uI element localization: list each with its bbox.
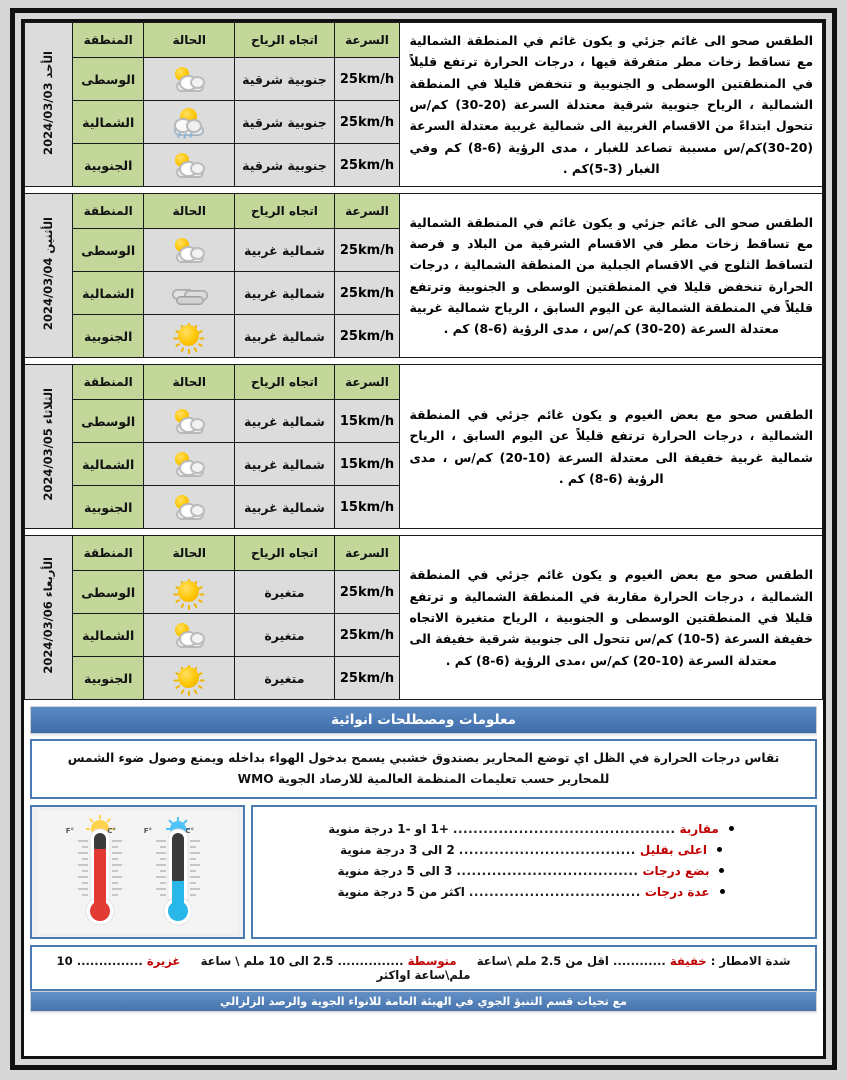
rain-heavy-value: 10 ملم\ساعة اواكثر	[56, 953, 471, 982]
weather-icon-sun-rain-cloud	[166, 106, 212, 138]
rain-medium-dots: ...............	[337, 953, 404, 968]
rain-light-value: اقل من 2.5 ملم \ساعة	[476, 953, 609, 968]
bullet-icon	[729, 826, 734, 831]
bullet-icon	[719, 868, 724, 873]
col-header-direction: اتجاه الرياح	[235, 536, 334, 571]
cell-zone: الشمالية	[73, 101, 144, 144]
cell-zone: الجنوبية	[73, 486, 144, 529]
thermometer-illustration	[30, 805, 245, 939]
cell-zone: الجنوبية	[73, 144, 144, 187]
cell-weather-state	[144, 657, 235, 700]
term-line	[261, 885, 801, 899]
day-block-header-row	[25, 536, 823, 571]
day-block-header-row	[25, 23, 823, 58]
cell-zone: الشمالية	[73, 614, 144, 657]
svg-text:°C: °C	[106, 826, 116, 835]
cell-wind-direction: شمالية غربية	[235, 443, 334, 486]
cell-wind-direction: متغيرة	[235, 571, 334, 614]
col-header-state: الحالة	[144, 194, 235, 229]
cell-wind-direction: شمالية غربية	[235, 272, 334, 315]
term-value: 3 الى 5 درجة منوية	[337, 863, 453, 878]
day-description: الطقس صحو الى غائم جزئي و يكون غائم في المنطقة الشمالية مع تساقط زخات مطر متفرقة فيها ، درجات الحرارة ترتفع قليلاً في المنطقتين الوسطى و الجنوبية و تنخفض قليلا في المنطقة الشمالية ، الرياح جنوبية شرقية معتدلة السرعة (20-30) كم/س تتحول ابتداءً من الاقسام الغربية الى شمالية غربية معتدلة السرعة (20-30)كم/س مسببة تصاعد للغبار ، مدى الرؤية (6-8) كم وفي الغبار (3-5)كم .	[400, 23, 823, 187]
term-dots: ....................................	[456, 863, 639, 878]
cell-weather-state	[144, 400, 235, 443]
rain-heavy-name: غزيرة	[146, 953, 181, 968]
day-description: الطقس صحو الى غائم جزئي و يكون غائم في المنطقة الشمالية مع تساقط زخات مطر في الاقسام الشرقية من البلاد و فرصة لتساقط الثلوج في الاقسام الجبلية من المنطقة الشمالية ، درجات الحرارة تنخفض قليلا في المنطقتين الوسطى و الجنوبية وترتفع قليلاً في المنطقة الشمالية عن اليوم السابق ، الرياح شمالية غربية معتدلة السرعة (20-30) كم/س ، مدى الرؤية (6-8) كم .	[400, 194, 823, 358]
cell-wind-speed: 25km/h	[334, 229, 400, 272]
cell-wind-speed: 25km/h	[334, 571, 400, 614]
cell-wind-direction: جنوبية شرقية	[235, 101, 334, 144]
bullet-icon	[717, 847, 722, 852]
col-header-speed: السرعة	[334, 536, 400, 571]
day-date-label: الثلاثاء 2024/03/05	[41, 388, 56, 502]
svg-text:°C: °C	[184, 826, 194, 835]
rain-light-name: خفيفة	[669, 953, 707, 968]
cell-wind-speed: 15km/h	[334, 400, 400, 443]
cell-weather-state	[144, 486, 235, 529]
day-date-cell	[25, 194, 73, 358]
weather-icon-partly-cloudy	[166, 448, 212, 480]
col-header-state: الحالة	[144, 536, 235, 571]
info-section	[24, 700, 823, 1011]
term-dots: ..................................	[468, 884, 641, 899]
cell-weather-state	[144, 571, 235, 614]
col-header-zone: المنطقة	[73, 23, 144, 58]
col-header-direction: اتجاه الرياح	[235, 23, 334, 58]
term-value: 2 الى 3 درجة منوية	[339, 842, 455, 857]
cell-zone: الوسطى	[73, 229, 144, 272]
cell-wind-direction: شمالية غربية	[235, 486, 334, 529]
rain-intensity-line: شدة الامطار : خفيفة ............ اقل من 2.5 ملم \ساعة متوسطة ............... 2.5 الى 10 ملم \ ساعة غزيرة ............... 10 ملم\ساعة اواكثر	[30, 945, 817, 991]
cell-weather-state	[144, 315, 235, 358]
day-date-cell	[25, 536, 73, 700]
weather-icon-sunny	[166, 576, 212, 608]
cell-weather-state	[144, 144, 235, 187]
cell-zone: الشمالية	[73, 443, 144, 486]
day-date-label: الأحد 2024/03/03	[41, 50, 56, 155]
col-header-speed: السرعة	[334, 23, 400, 58]
cell-weather-state	[144, 272, 235, 315]
term-line	[261, 822, 801, 836]
cell-wind-speed: 25km/h	[334, 272, 400, 315]
cell-weather-state	[144, 58, 235, 101]
term-dots: ............................................	[452, 821, 676, 836]
term-name: اعلى بقليل	[639, 842, 708, 857]
page-inner-border	[21, 19, 826, 1059]
term-name: عدة درجات	[644, 884, 710, 899]
weather-icon-partly-cloudy	[166, 63, 212, 95]
day-date-label: الأثنين 2024/03/04	[41, 217, 56, 331]
terms-and-thermometer-row	[30, 805, 817, 939]
day-date-label: الأربعاء 2024/03/06	[41, 557, 56, 675]
cell-zone: الجنوبية	[73, 315, 144, 358]
weather-icon-partly-cloudy	[166, 405, 212, 437]
cell-weather-state	[144, 614, 235, 657]
cell-zone: الشمالية	[73, 272, 144, 315]
page-outer-border	[10, 8, 837, 1070]
temperature-terms-box	[251, 805, 817, 939]
bullet-icon	[720, 889, 725, 894]
cell-weather-state	[144, 101, 235, 144]
col-header-speed: السرعة	[334, 194, 400, 229]
term-line	[261, 843, 801, 857]
col-header-state: الحالة	[144, 365, 235, 400]
term-dots: ...................................	[458, 842, 636, 857]
cell-wind-direction: متغيرة	[235, 657, 334, 700]
forecast-table	[24, 22, 823, 700]
weather-icon-sunny	[166, 320, 212, 352]
day-description: الطقس صحو مع بعض الغيوم و يكون غائم جزئي في المنطقة الشمالية ، درجات الحرارة مقاربة في المنطقة الشمالية و ترتفع قليلا في المنطقتين الوسطى و الجنوبية ، الرياح متغيرة الاتجاه خفيفة السرعة (5-10) كم/س تتحول الى جنوبية شرقية خفيفة الى معتدلة السرعة (10-20) كم/س ،مدى الرؤية (6-8) كم .	[400, 536, 823, 700]
cell-zone: الوسطى	[73, 58, 144, 101]
info-section-title: معلومات ومصطلحات انوائية	[30, 706, 817, 734]
col-header-speed: السرعة	[334, 365, 400, 400]
cell-wind-direction: متغيرة	[235, 614, 334, 657]
cell-wind-speed: 25km/h	[334, 144, 400, 187]
cell-weather-state	[144, 443, 235, 486]
svg-text:°F: °F	[143, 826, 152, 835]
col-header-direction: اتجاه الرياح	[235, 194, 334, 229]
weather-icon-partly-cloudy	[166, 234, 212, 266]
cell-wind-speed: 25km/h	[334, 58, 400, 101]
col-header-state: الحالة	[144, 23, 235, 58]
day-date-cell	[25, 23, 73, 187]
cell-wind-speed: 25km/h	[334, 614, 400, 657]
term-value: اكثر من 5 درجة منوية	[337, 884, 465, 899]
day-description: الطقس صحو مع بعض الغيوم و يكون غائم جزئي في المنطقة الشمالية ، درجات الحرارة ترتفع قليلاً عن اليوم السابق ، الرياح شمالية غربية خفيفة الى معتدلة السرعة (10-20) كم/س ، مدى الرؤية (6-8) كم .	[400, 365, 823, 529]
thermometer-graphic	[38, 811, 238, 933]
cell-wind-direction: جنوبية شرقية	[235, 144, 334, 187]
day-block-header-row	[25, 365, 823, 400]
cell-wind-speed: 15km/h	[334, 443, 400, 486]
cell-wind-direction: شمالية غربية	[235, 400, 334, 443]
weather-icon-partly-cloudy	[166, 619, 212, 651]
rain-medium-value: 2.5 الى 10 ملم \ ساعة	[200, 953, 334, 968]
day-date-cell	[25, 365, 73, 529]
day-block-header-row	[25, 194, 823, 229]
term-value: +1 او -1 درجة منوية	[328, 821, 449, 836]
col-header-direction: اتجاه الرياح	[235, 365, 334, 400]
cell-wind-speed: 25km/h	[334, 315, 400, 358]
weather-icon-partly-cloudy	[166, 149, 212, 181]
term-name: بضع درجات	[642, 863, 710, 878]
cell-zone: الوسطى	[73, 571, 144, 614]
col-header-zone: المنطقة	[73, 365, 144, 400]
term-line	[261, 864, 801, 878]
weather-icon-partly-cloudy	[166, 491, 212, 523]
svg-text:°F: °F	[65, 826, 74, 835]
footer-credit-bar: مع تحيات قسم التنبؤ الجوي في الهيئة العامة للانواء الجوية والرصد الزلزالي	[30, 991, 817, 1012]
cell-weather-state	[144, 229, 235, 272]
cell-wind-speed: 15km/h	[334, 486, 400, 529]
measurement-note: تقاس درجات الحرارة في الظل اي توضع المحارير بصندوق خشبي يسمح بدخول الهواء بداخله ويمنع وصول ضوء الشمس للمحارير حسب تعليمات المنظمة العالمية للارصاد الجوية WMO	[30, 739, 817, 798]
weather-icon-sunny	[166, 662, 212, 694]
rain-label: شدة الامطار	[719, 953, 791, 968]
cell-wind-direction: شمالية غربية	[235, 229, 334, 272]
col-header-zone: المنطقة	[73, 194, 144, 229]
rain-light-dots: ............	[612, 953, 666, 968]
term-name: مقاربة	[679, 821, 719, 836]
col-header-zone: المنطقة	[73, 536, 144, 571]
weather-icon-overcast	[166, 277, 212, 309]
cell-wind-direction: جنوبية شرقية	[235, 58, 334, 101]
rain-heavy-dots: ...............	[76, 953, 143, 968]
cell-wind-speed: 25km/h	[334, 101, 400, 144]
cell-wind-direction: شمالية غربية	[235, 315, 334, 358]
cell-zone: الجنوبية	[73, 657, 144, 700]
cell-zone: الوسطى	[73, 400, 144, 443]
rain-medium-name: متوسطة	[407, 953, 457, 968]
cell-wind-speed: 25km/h	[334, 657, 400, 700]
